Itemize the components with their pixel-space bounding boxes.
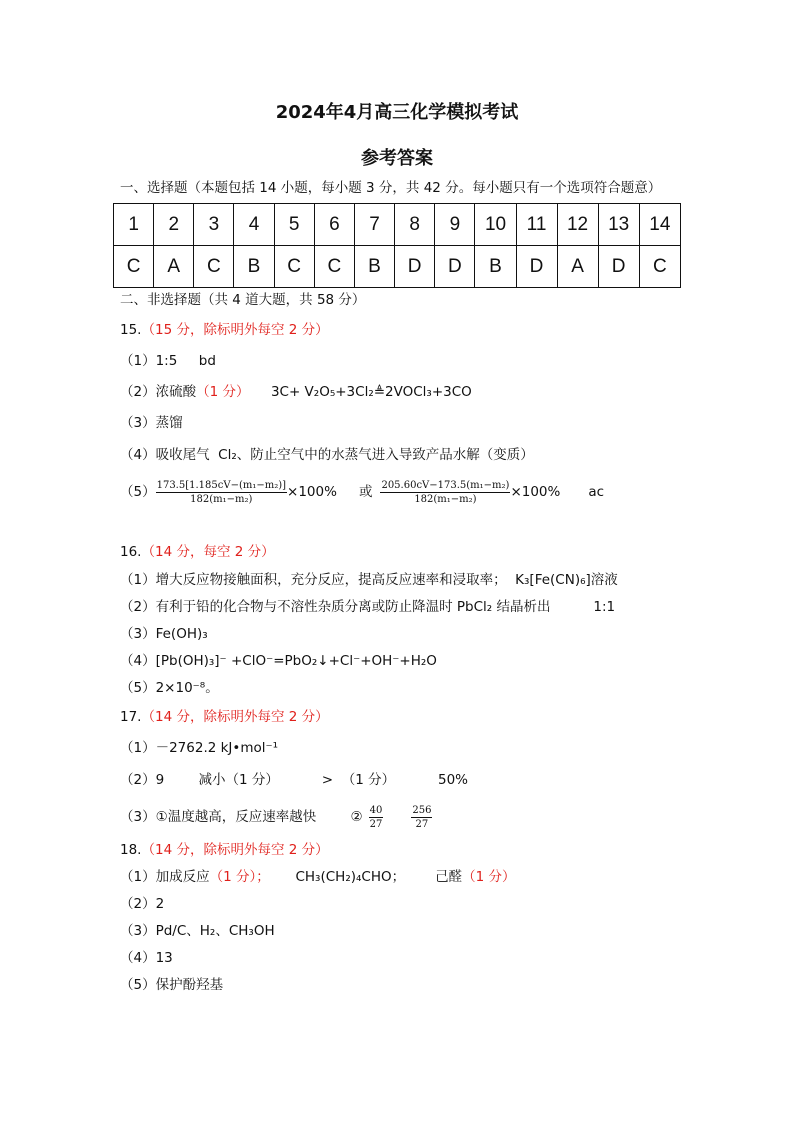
question-number-cell: 11 bbox=[516, 204, 557, 246]
q17-a1: （1）－2762.2 kJ•mol⁻¹ bbox=[120, 740, 279, 756]
q18-a1 bbox=[120, 867, 516, 887]
denominator: 182(m₁−m₂) bbox=[414, 493, 477, 505]
question-number-cell: 10 bbox=[475, 204, 516, 246]
q15-note: （15 分，除标明外每空 2 分） bbox=[141, 322, 329, 338]
question-number-cell: 13 bbox=[598, 204, 639, 246]
percent: ×100% bbox=[287, 484, 337, 500]
answer-cell: D bbox=[435, 246, 475, 288]
denominator: 27 bbox=[415, 818, 429, 830]
answer-table bbox=[113, 203, 681, 288]
q15-a1: （1）1:5 bd bbox=[120, 353, 216, 369]
q15-a5 bbox=[120, 478, 604, 506]
answer-cell: C bbox=[639, 246, 680, 288]
question-number-cell: 2 bbox=[154, 204, 194, 246]
numerator: 256 bbox=[412, 804, 432, 816]
q17-a3 bbox=[120, 803, 432, 831]
q15-a4: （4）吸收尾气 Cl₂、防止空气中的水蒸气进入导致产品水解（变质） bbox=[120, 447, 534, 463]
q18-heading bbox=[120, 840, 329, 860]
q16-a5: （5）2×10⁻⁸。 bbox=[120, 680, 219, 696]
answer-cell: C bbox=[274, 246, 314, 288]
fraction-2 bbox=[380, 479, 510, 506]
fraction-1 bbox=[156, 479, 287, 506]
q15-a2-text: （2）浓硫酸 bbox=[120, 384, 197, 400]
q18-a1-formula: CH₃(CH₂)₄CHO； 己醛 bbox=[269, 869, 463, 885]
numerator: 205.60cV−173.5(m₁−m₂) bbox=[381, 479, 510, 491]
question-number-cell: 3 bbox=[194, 204, 234, 246]
q16-note: （14 分，每空 2 分） bbox=[141, 544, 275, 560]
or-text: 或 bbox=[358, 484, 373, 500]
question-number-row bbox=[114, 204, 681, 246]
q15-a5-label: （5） bbox=[120, 484, 156, 500]
q17-number: 17. bbox=[120, 709, 142, 725]
question-number-cell: 9 bbox=[435, 204, 475, 246]
q15-a5-choice: ac bbox=[588, 484, 605, 500]
q17-note: （14 分，除标明外每空 2 分） bbox=[141, 709, 329, 725]
question-number-cell: 4 bbox=[234, 204, 274, 246]
answer-cell: C bbox=[194, 246, 234, 288]
q18-a4: （4）13 bbox=[120, 950, 173, 966]
answer-cell: B bbox=[475, 246, 516, 288]
fraction-256-27 bbox=[411, 804, 432, 831]
doc-subtitle: 参考答案 bbox=[361, 148, 433, 169]
q17-heading bbox=[120, 707, 329, 727]
numerator: 173.5[1.185cV−(m₁−m₂)] bbox=[156, 479, 287, 491]
q15-number: 15. bbox=[120, 322, 142, 338]
answer-cell: A bbox=[557, 246, 598, 288]
answer-cell: C bbox=[114, 246, 154, 288]
answer-cell: D bbox=[598, 246, 639, 288]
q17-a2: （2）9 减小（1 分） > （1 分） 50% bbox=[120, 772, 468, 788]
question-number-cell: 8 bbox=[395, 204, 435, 246]
q18-number: 18. bbox=[120, 842, 142, 858]
answer-cell: B bbox=[354, 246, 394, 288]
q15-a2-equation: 3C+ V₂O₅+3Cl₂≜2VOCl₃+3CO bbox=[249, 384, 472, 400]
q18-a1-score: （1 分）； bbox=[209, 869, 270, 885]
answer-cell: A bbox=[154, 246, 194, 288]
answer-row bbox=[114, 246, 681, 288]
q16-a4: （4）[Pb(OH)₃]⁻ +ClO⁻=PbO₂↓+Cl⁻+OH⁻+H₂O bbox=[120, 653, 437, 669]
question-number-cell: 5 bbox=[274, 204, 314, 246]
answer-cell: D bbox=[516, 246, 557, 288]
question-number-cell: 1 bbox=[114, 204, 154, 246]
q18-a3: （3）Pd/C、H₂、CH₃OH bbox=[120, 923, 275, 939]
q15-a3: （3）蒸馏 bbox=[120, 415, 183, 431]
answer-cell: D bbox=[395, 246, 435, 288]
question-number-cell: 14 bbox=[639, 204, 680, 246]
section-2-heading: 二、非选择题（共 4 道大题，共 58 分） bbox=[120, 292, 366, 308]
answer-cell: B bbox=[234, 246, 274, 288]
q16-a2: （2）有利于铅的化合物与不溶性杂质分离或防止降温时 PbCl₂ 结晶析出 1:1 bbox=[120, 599, 616, 615]
denominator: 27 bbox=[369, 818, 383, 830]
numerator: 40 bbox=[369, 804, 383, 816]
denominator: 182(m₁−m₂) bbox=[190, 493, 253, 505]
q17-a3-text: （3）①温度越高，反应速率越快 ② bbox=[120, 809, 363, 825]
section-1-heading: 一、选择题（本题包括 14 小题，每小题 3 分，共 42 分。每小题只有一个选项符合题意） bbox=[120, 180, 662, 196]
q18-note: （14 分，除标明外每空 2 分） bbox=[141, 842, 329, 858]
question-number-cell: 12 bbox=[557, 204, 598, 246]
q15-a2 bbox=[120, 382, 472, 402]
q18-a2: （2）2 bbox=[120, 896, 165, 912]
q16-a3: （3）Fe(OH)₃ bbox=[120, 626, 208, 642]
q18-a1-text: （1）加成反应 bbox=[120, 869, 210, 885]
q15-a2-score: （1 分） bbox=[196, 384, 250, 400]
q16-number: 16. bbox=[120, 544, 142, 560]
question-number-cell: 6 bbox=[314, 204, 354, 246]
doc-title: 2024年4月高三化学模拟考试 bbox=[275, 102, 519, 123]
q18-a1-score-2: （1 分） bbox=[462, 869, 516, 885]
q16-a1: （1）增大反应物接触面积，充分反应，提高反应速率和浸取率； K₃[Fe(CN)₆]溶液 bbox=[120, 572, 618, 588]
percent: ×100% bbox=[510, 484, 561, 500]
q18-a5: （5）保护酚羟基 bbox=[120, 977, 224, 993]
q16-heading bbox=[120, 542, 275, 562]
fraction-40-27 bbox=[369, 804, 384, 831]
q15-heading bbox=[120, 320, 329, 340]
answer-cell: C bbox=[314, 246, 354, 288]
question-number-cell: 7 bbox=[354, 204, 394, 246]
